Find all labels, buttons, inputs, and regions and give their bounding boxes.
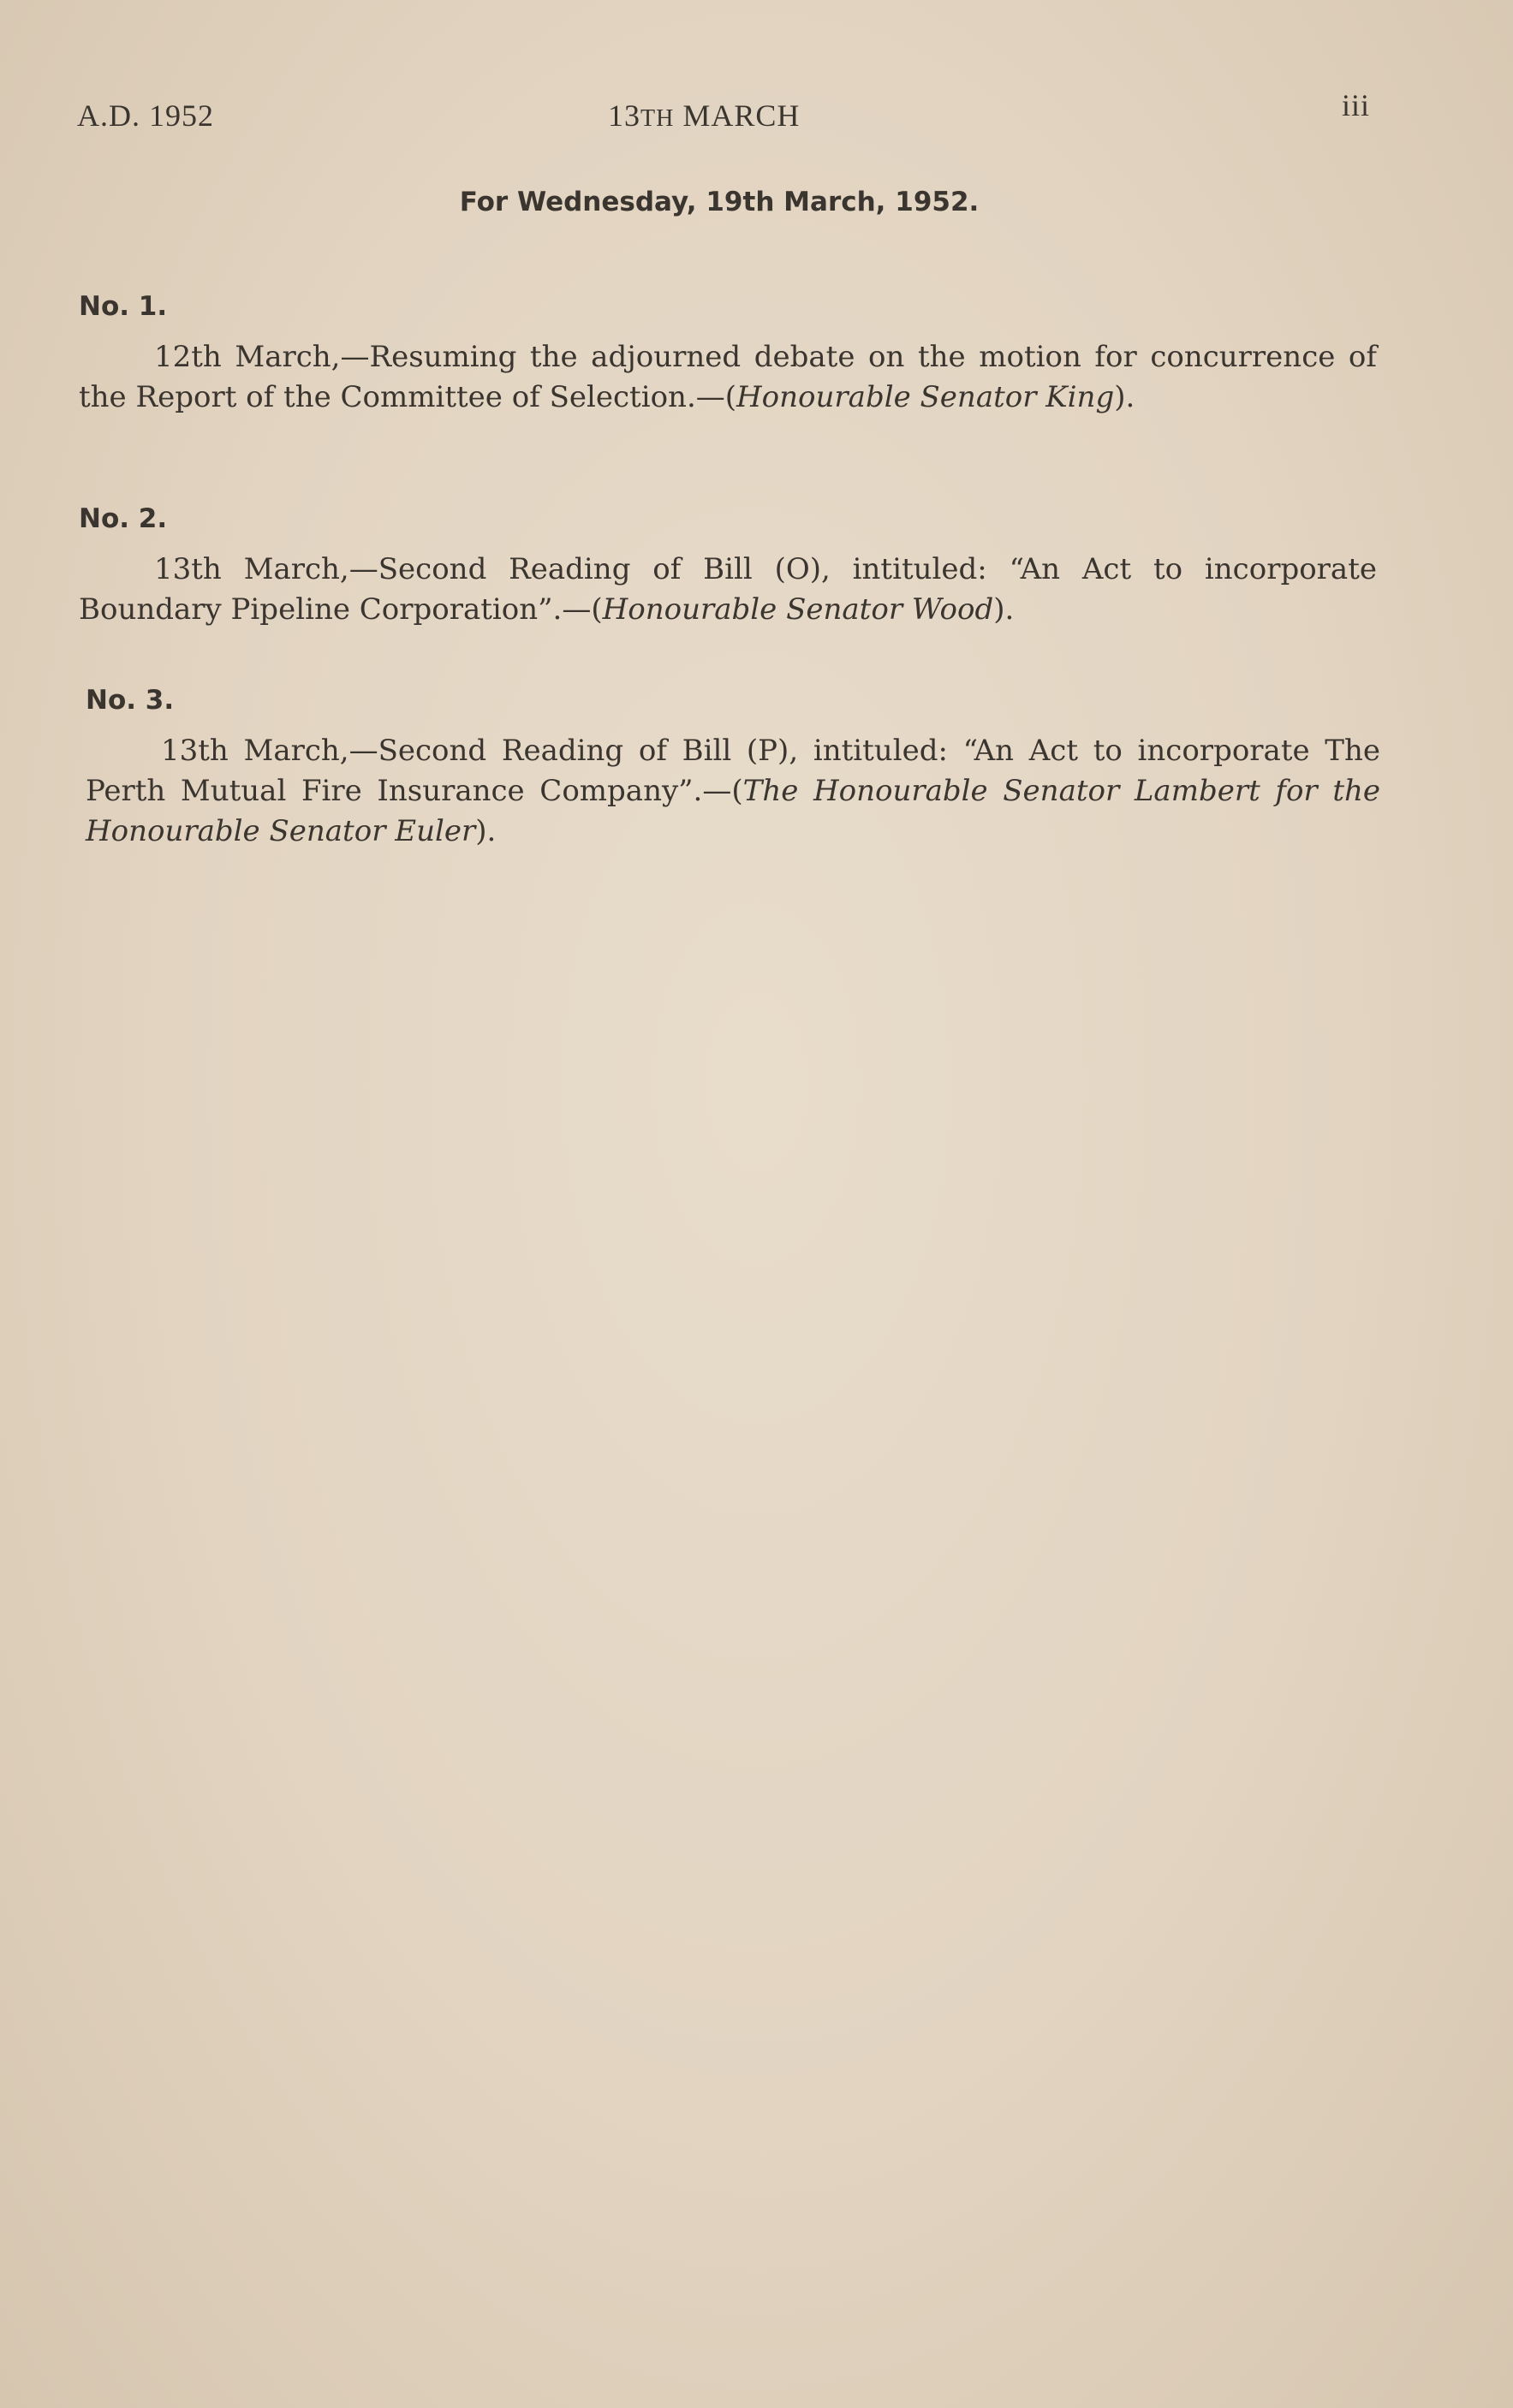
running-head-date	[608, 98, 800, 134]
item-body: 13th March,—Second Reading of Bill (P), intituled: “An Act to incorporate The Perth Mutual Fire Insurance Company”.—	[86, 734, 1380, 808]
item-sponsor: Honourable Senator King	[736, 380, 1115, 414]
running-head-year: A.D. 1952	[77, 98, 214, 133]
item-body: 13th March,—Second Reading of Bill (O), intituled: “An Act to incorporate Boundary Pipeline Corporation”.—	[79, 552, 1377, 627]
sponsor-open: (	[591, 592, 603, 627]
running-head	[77, 88, 1370, 144]
item-body: 12th March,—Resuming the adjourned debate on the motion for concurrence of the Report of the Committee of Selection.—	[79, 340, 1377, 414]
running-head-month: MARCH	[682, 98, 801, 133]
item-text	[86, 731, 1380, 852]
running-head-day: 13	[608, 98, 640, 133]
item-number: No. 1.	[79, 291, 168, 322]
item-sponsor: Honourable Senator Wood	[602, 592, 994, 627]
item-sponsor: The Honourable Senator Lambert for the Honourable Senator Euler	[86, 774, 1380, 848]
sponsor-close: ).	[1114, 380, 1135, 414]
page-number: iii	[1341, 88, 1370, 122]
order-item-2	[79, 503, 1377, 630]
item-number: No. 2.	[79, 503, 168, 534]
order-heading: For Wednesday, 19th March, 1952.	[459, 187, 980, 217]
item-text	[79, 550, 1377, 630]
running-head-day-suffix: TH	[640, 105, 675, 132]
sponsor-open: (	[724, 380, 737, 414]
order-item-1	[79, 291, 1377, 418]
item-number: No. 3.	[86, 685, 175, 716]
order-item-3	[86, 685, 1380, 852]
item-text	[79, 337, 1377, 418]
sponsor-close: ).	[475, 814, 497, 848]
sponsor-open: (	[731, 774, 743, 808]
sponsor-close: ).	[993, 592, 1015, 627]
